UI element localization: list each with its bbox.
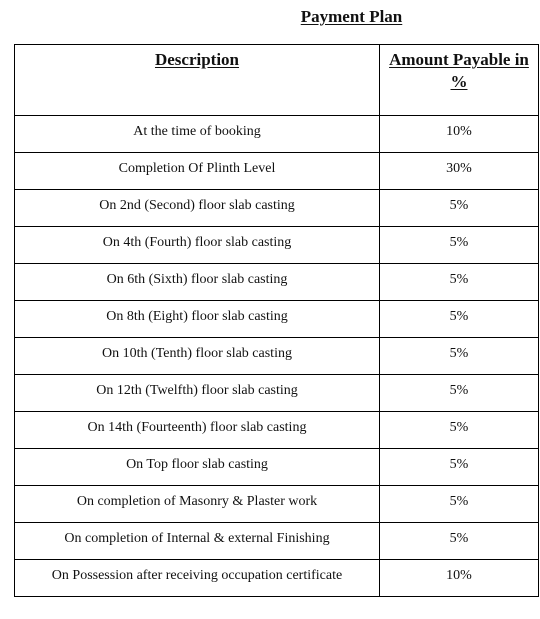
row-amount: 30% [380,153,539,190]
row-description: On 14th (Fourteenth) floor slab casting [15,412,380,449]
row-amount: 5% [380,301,539,338]
row-description: Completion Of Plinth Level [15,153,380,190]
row-description: On 8th (Eight) floor slab casting [15,301,380,338]
row-amount: 5% [380,412,539,449]
table-body [15,116,539,597]
row-description: On Top floor slab casting [15,449,380,486]
row-amount: 5% [380,338,539,375]
row-amount: 5% [380,375,539,412]
table-row [15,338,539,375]
table-row [15,301,539,338]
row-description: At the time of booking [15,116,380,153]
payment-plan-table [14,44,539,597]
table-row [15,153,539,190]
row-amount: 5% [380,264,539,301]
row-description: On completion of Internal & external Finishing [15,523,380,560]
amount-header-label: Amount Payable in % [389,50,529,91]
page-title: Payment Plan [300,7,403,26]
row-description: On 4th (Fourth) floor slab casting [15,227,380,264]
row-description: On completion of Masonry & Plaster work [15,486,380,523]
row-amount: 5% [380,523,539,560]
table-row [15,523,539,560]
row-amount: 5% [380,449,539,486]
table-row [15,375,539,412]
row-description: On 6th (Sixth) floor slab casting [15,264,380,301]
row-description: On 2nd (Second) floor slab casting [15,190,380,227]
table-row [15,190,539,227]
table-row [15,486,539,523]
row-amount: 10% [380,560,539,597]
table-row [15,560,539,597]
row-amount: 5% [380,486,539,523]
table-row [15,227,539,264]
table-row [15,412,539,449]
description-column-header [15,45,380,116]
table-row [15,264,539,301]
description-header-label: Description [154,50,240,69]
row-amount: 5% [380,190,539,227]
amount-column-header [380,45,539,116]
table-row [15,449,539,486]
row-description: On Possession after receiving occupation certificate [15,560,380,597]
row-amount: 5% [380,227,539,264]
row-description: On 12th (Twelfth) floor slab casting [15,375,380,412]
row-amount: 10% [380,116,539,153]
table-header-row [15,45,539,116]
row-description: On 10th (Tenth) floor slab casting [15,338,380,375]
table-row [15,116,539,153]
